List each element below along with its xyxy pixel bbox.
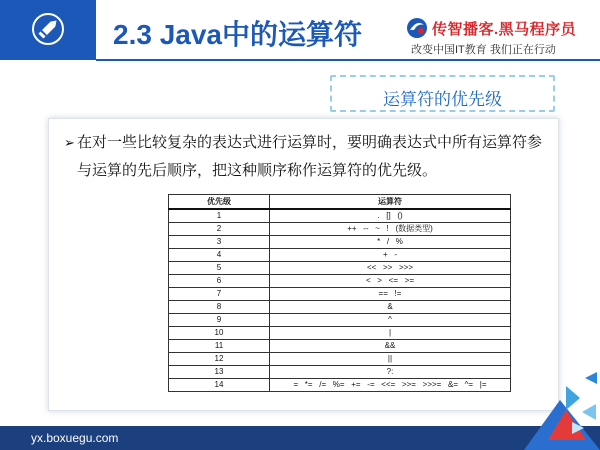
- table-row: [169, 249, 511, 262]
- content-card: [48, 118, 559, 411]
- operators-cell: . [] (): [270, 209, 511, 223]
- precedence-level-cell: 7: [169, 288, 270, 301]
- table-row: [169, 275, 511, 288]
- operator-precedence-table: [168, 194, 511, 392]
- precedence-level-cell: 3: [169, 236, 270, 249]
- precedence-level-cell: 6: [169, 275, 270, 288]
- brand-block: [402, 12, 594, 56]
- precedence-level-cell: 13: [169, 366, 270, 379]
- table-row: [169, 301, 511, 314]
- column-header-level: 优先级: [169, 195, 270, 210]
- bullet-text: 在对一些比较复杂的表达式进行运算时，要明确表达式中所有运算符参与运算的先后顺序，把这种顺序称作运算符的优先级。: [77, 134, 543, 179]
- operators-cell: * / %: [270, 236, 511, 249]
- operators-cell: < > <= >=: [270, 275, 511, 288]
- table-body: [169, 209, 511, 392]
- section-tag-label: 运算符的优先级: [383, 90, 502, 109]
- operators-cell: == !=: [270, 288, 511, 301]
- header-icon-box: [0, 0, 96, 60]
- table-row: [169, 340, 511, 353]
- operators-cell: |: [270, 327, 511, 340]
- operators-cell: &: [270, 301, 511, 314]
- table-row: [169, 353, 511, 366]
- operators-cell: ++ -- ~ ! (数据类型): [270, 223, 511, 236]
- operators-cell: ^: [270, 314, 511, 327]
- precedence-level-cell: 2: [169, 223, 270, 236]
- page-title: 2.3 Java中的运算符: [113, 19, 362, 50]
- footer-url: yx.boxuegu.com: [31, 431, 119, 445]
- precedence-level-cell: 9: [169, 314, 270, 327]
- bullet-point: [64, 129, 544, 185]
- brand-slogan: 改变中国IT教育 我们正在行动: [411, 44, 556, 56]
- precedence-level-cell: 5: [169, 262, 270, 275]
- operators-cell: << >> >>>: [270, 262, 511, 275]
- section-tag: [330, 75, 555, 112]
- brand-name: 传智播客.黑马程序员: [432, 21, 577, 38]
- operators-cell: = *= /= %= += -= <<= >>= >>>= &= ^= |=: [270, 379, 511, 392]
- precedence-level-cell: 11: [169, 340, 270, 353]
- table-row: [169, 366, 511, 379]
- precedence-level-cell: 1: [169, 209, 270, 223]
- operators-cell: ||: [270, 353, 511, 366]
- precedence-level-cell: 12: [169, 353, 270, 366]
- precedence-level-cell: 4: [169, 249, 270, 262]
- header-divider: [96, 59, 600, 61]
- operators-cell: &&: [270, 340, 511, 353]
- table-row: [169, 288, 511, 301]
- table-header-row: [169, 195, 511, 210]
- brand-logo-icon: [406, 17, 428, 39]
- footer-bar: [0, 426, 600, 450]
- precedence-level-cell: 10: [169, 327, 270, 340]
- precedence-level-cell: 8: [169, 301, 270, 314]
- precedence-level-cell: 14: [169, 379, 270, 392]
- triangle-decoration: [582, 404, 596, 420]
- arrow-bullet-icon: ➢: [64, 135, 75, 150]
- operators-cell: ?:: [270, 366, 511, 379]
- table-row: [169, 209, 511, 223]
- table-row: [169, 327, 511, 340]
- triangle-decoration: [585, 372, 597, 384]
- operators-cell: + -: [270, 249, 511, 262]
- table-row: [169, 262, 511, 275]
- table-row: [169, 379, 511, 392]
- table-row: [169, 223, 511, 236]
- triangle-decoration: [566, 386, 580, 410]
- table-row: [169, 314, 511, 327]
- pencil-icon: [32, 13, 64, 45]
- table-row: [169, 236, 511, 249]
- column-header-operators: 运算符: [270, 195, 511, 210]
